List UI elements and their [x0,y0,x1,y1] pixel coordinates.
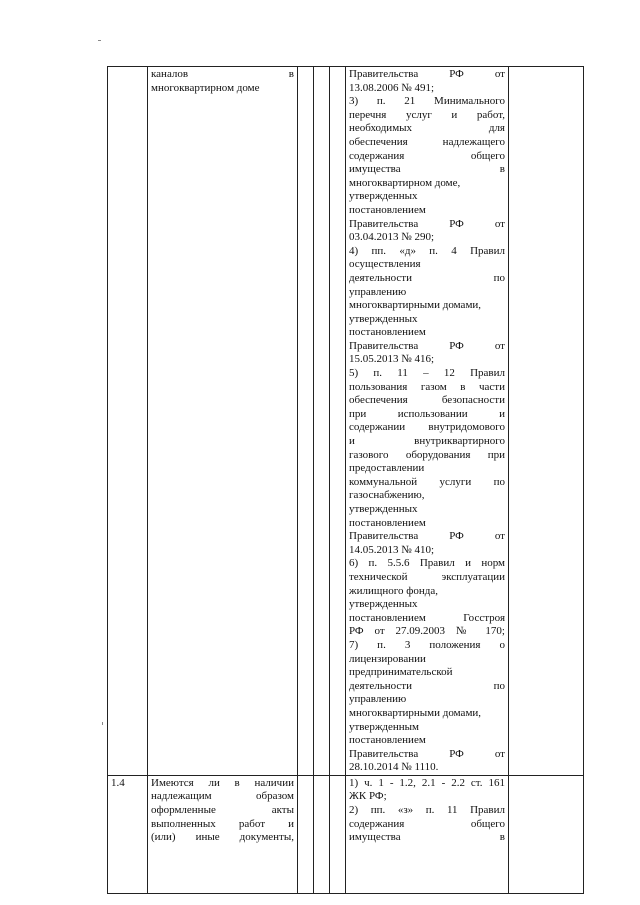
reference-line: обеспечения безопасности [349,394,505,407]
reference-line: ЖК РФ; [349,790,387,803]
reference-line: Правительства РФ от [349,530,505,543]
reference-line: 1) ч. 1 - 1.2, 2.1 - 2.2 ст. 161 [349,776,505,789]
reference-line: многоквартирными домами, [349,299,482,312]
question-line: Имеются ли в наличии [151,776,294,789]
reference-line: деятельности по [349,679,505,692]
note-cell [509,775,584,893]
reference-line: постановлением [349,326,426,339]
question-line: многоквартирном доме [151,81,260,94]
reference-line: содержании внутридомового [349,421,505,434]
reference-line: 14.05.2013 № 410; [349,543,435,556]
question-line: оформленные акты [151,804,294,817]
reference-line: 28.10.2014 № 1110. [349,761,439,774]
reference-line: 13.08.2006 № 491; [349,81,435,94]
reference-line: 03.04.2013 № 290; [349,231,435,244]
empty-cell [314,67,330,776]
scan-mark [102,722,103,725]
reference-line: деятельности по [349,271,505,284]
reference-line: утвержденных [349,598,418,611]
question-line: надлежащим образом [151,790,294,803]
reference-line: предпринимательской [349,666,453,679]
reference-line: многоквартирном доме, [349,176,461,189]
reference-line: содержания общего [349,817,505,830]
reference-line: постановлением Госстроя [349,611,505,624]
reference-line: лицензировании [349,652,426,665]
table-row [108,67,584,776]
reference-line: содержания общего [349,149,505,162]
reference-line: управлению [349,693,407,706]
reference-line: Правительства РФ от [349,68,505,80]
reference-line: газоснабжению, [349,489,425,502]
question-line: выполненных работ и [151,817,294,830]
reference-line: 7) п. 3 положения о [349,638,505,651]
empty-cell [298,775,314,893]
row-number-cell [108,67,148,776]
reference-line: многоквартирными домами, [349,706,482,719]
question-cell [148,67,298,776]
reference-line: перечня услуг и работ, [349,108,505,121]
reference-line: и внутриквартирного [349,435,505,448]
reference-line: жилищного фонда, [349,584,438,597]
reference-line: предоставлении [349,462,425,475]
row-number: 1.4 [111,776,125,789]
reference-line: утвержденным [349,720,420,733]
question-line: каналов в [151,68,294,80]
reference-line: пользования газом в части [349,380,505,393]
reference-line: при использовании и [349,407,505,420]
empty-cell [330,67,346,776]
requirements-table [107,66,584,894]
reference-line: 6) п. 5.5.6 Правил и норм [349,557,505,570]
reference-line: утвержденных [349,190,418,203]
empty-cell [298,67,314,776]
reference-line: 5) п. 11 – 12 Правил [349,367,505,380]
reference-cell [346,775,509,893]
reference-line: постановлением [349,734,426,747]
reference-line: 4) пп. «д» п. 4 Правил [349,244,505,257]
reference-line: утвержденных [349,312,418,325]
reference-line: Правительства РФ от [349,339,505,352]
row-number-cell [108,775,148,893]
reference-line: постановлением [349,203,426,216]
question-line: (или) иные документы, [151,831,294,844]
reference-line: Правительства РФ от [349,217,505,230]
reference-line: обеспечения надлежащего [349,135,505,148]
reference-line: Правительства РФ от [349,747,505,760]
note-cell [509,67,584,776]
question-cell [148,775,298,893]
reference-line: коммунальной услуги по [349,475,505,488]
reference-cell [346,67,509,776]
reference-line: 3) п. 21 Минимального [349,95,505,108]
table-row [108,775,584,893]
reference-line: имущества в [349,831,505,844]
reference-line: утвержденных [349,503,418,515]
reference-line: РФ от 27.09.2003 № 170; [349,625,505,638]
reference-line: постановлением [349,516,426,529]
reference-line: технической эксплуатации [349,570,505,583]
reference-line: имущества в [349,163,505,176]
reference-line: управлению [349,285,407,298]
reference-line: 2) пп. «з» п. 11 Правил [349,804,505,817]
reference-line: осуществления [349,258,421,271]
scan-mark [98,40,101,41]
empty-cell [330,775,346,893]
empty-cell [314,775,330,893]
reference-line: газового оборудования при [349,448,505,461]
reference-line: необходимых для [349,122,505,135]
reference-line: 15.05.2013 № 416; [349,353,435,366]
